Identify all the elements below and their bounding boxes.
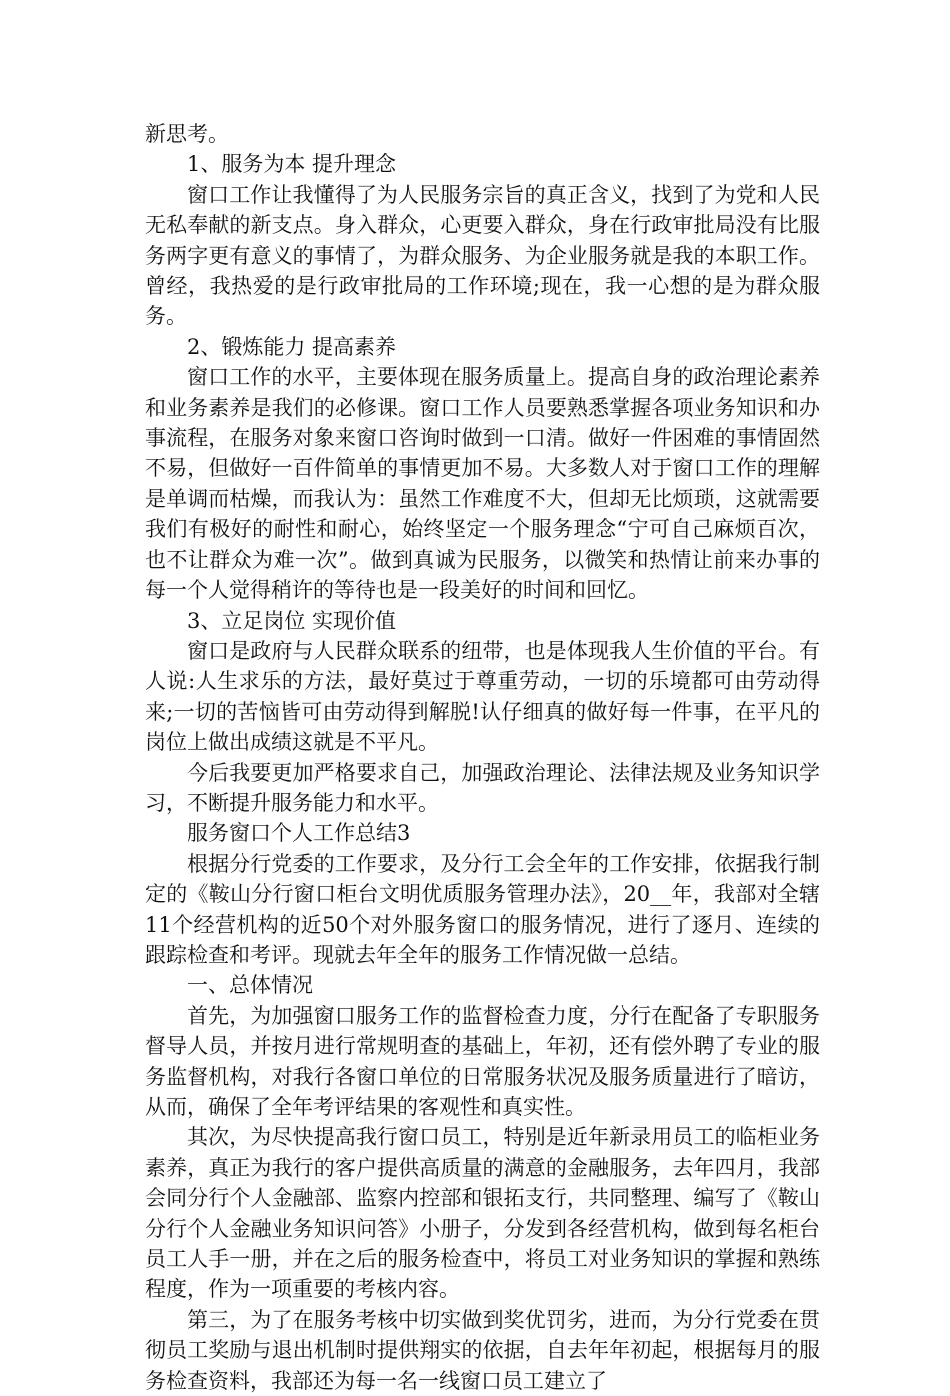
document-body — [145, 119, 820, 1396]
paragraph: 其次，为尽快提高我行窗口员工，特别是近年新录用员工的临柜业务素养，真正为我行的客户提供高质量的满意的金融服务，去年四月，我部会同分行个人金融部、监察内控部和银拓支行，共同整理、编写了《鞍山分行个人金融业务知识问答》小册子，分发到各经营机构，做到每名柜台员工人手一册，并在之后的服务检查中，将员工对业务知识的掌握和熟练程度，作为一项重要的考核内容。 — [145, 1125, 820, 1302]
paragraph: 根据分行党委的工作要求，及分行工会全年的工作安排，依据我行制定的《鞍山分行窗口柜台文明优质服务管理办法》，20__年，我部对全辖11个经营机构的近50个对外服务窗口的服务情况，进行了逐月、连续的跟踪检查和考评。现就去年全年的服务工作情况做一总结。 — [145, 851, 820, 967]
paragraph: 窗口工作让我懂得了为人民服务宗旨的真正含义，找到了为党和人民无私奉献的新支点。身入群众，心更要入群众，身在行政审批局没有比服务两字更有意义的事情了，为群众服务、为企业服务就是我的本职工作。曾经，我热爱的是行政审批局的工作环境;现在，我一心想的是为群众服务。 — [145, 182, 820, 329]
paragraph: 第三，为了在服务考核中切实做到奖优罚劣，进而，为分行党委在贯彻员工奖励与退出机制时提供翔实的依据，自去年年初起，根据每月的服务检查资料，我部还为每一名一线窗口员工建立了 — [145, 1307, 820, 1393]
paragraph: 今后我要更加严格要求自己，加强政治理论、法律法规及业务知识学习，不断提升服务能力和水平。 — [145, 760, 820, 815]
section-heading-1: 1、服务为本 提升理念 — [187, 152, 397, 177]
paragraph: 首先，为加强窗口服务工作的监督检查力度，分行在配备了专职服务督导人员，并按月进行常规明查的基础上，年初，还有偿外聘了专业的服务监督机构，对我行各窗口单位的日常服务状况及服务质量进行了暗访，从而，确保了全年考评结果的客观性和真实性。 — [145, 1003, 820, 1119]
document-title-3: 服务窗口个人工作总结3 — [187, 821, 411, 846]
paragraph-continuation: 新思考。 — [145, 122, 229, 146]
section-heading-3: 3、立足岗位 实现价值 — [187, 608, 397, 633]
paragraph: 窗口是政府与人民群众联系的纽带，也是体现我人生价值的平台。有人说:人生求乐的方法，最好莫过于尊重劳动，一切的乐境都可由劳动得来;一切的苦恼皆可由劳动得到解脱!认仔细真的做好每一件事，在平凡的岗位上做出成绩这就是不平凡。 — [145, 638, 820, 755]
section-heading-2: 2、锻炼能力 提高素养 — [187, 334, 397, 359]
paragraph: 窗口工作的水平，主要体现在服务质量上。提高自身的政治理论素养和业务素养是我们的必修课。窗口工作人员要熟悉掌握各项业务知识和办事流程，在服务对象来窗口咨询时做到一口清。做好一件困难的事情固然不易，但做好一百件简单的事情更加不易。大多数人对于窗口工作的理解是单调而枯燥，而我认为：虽然工作难度不大，但却无比烦琐，这就需要我们有极好的耐性和耐心，始终坚定一个服务理念“宁可自己麻烦百次，也不让群众为难一次”。做到真诚为民服务，以微笑和热情让前来办事的每一个人觉得稍许的等待也是一段美好的时间和回忆。 — [145, 365, 820, 603]
section-heading-overall: 一、总体情况 — [187, 973, 313, 998]
